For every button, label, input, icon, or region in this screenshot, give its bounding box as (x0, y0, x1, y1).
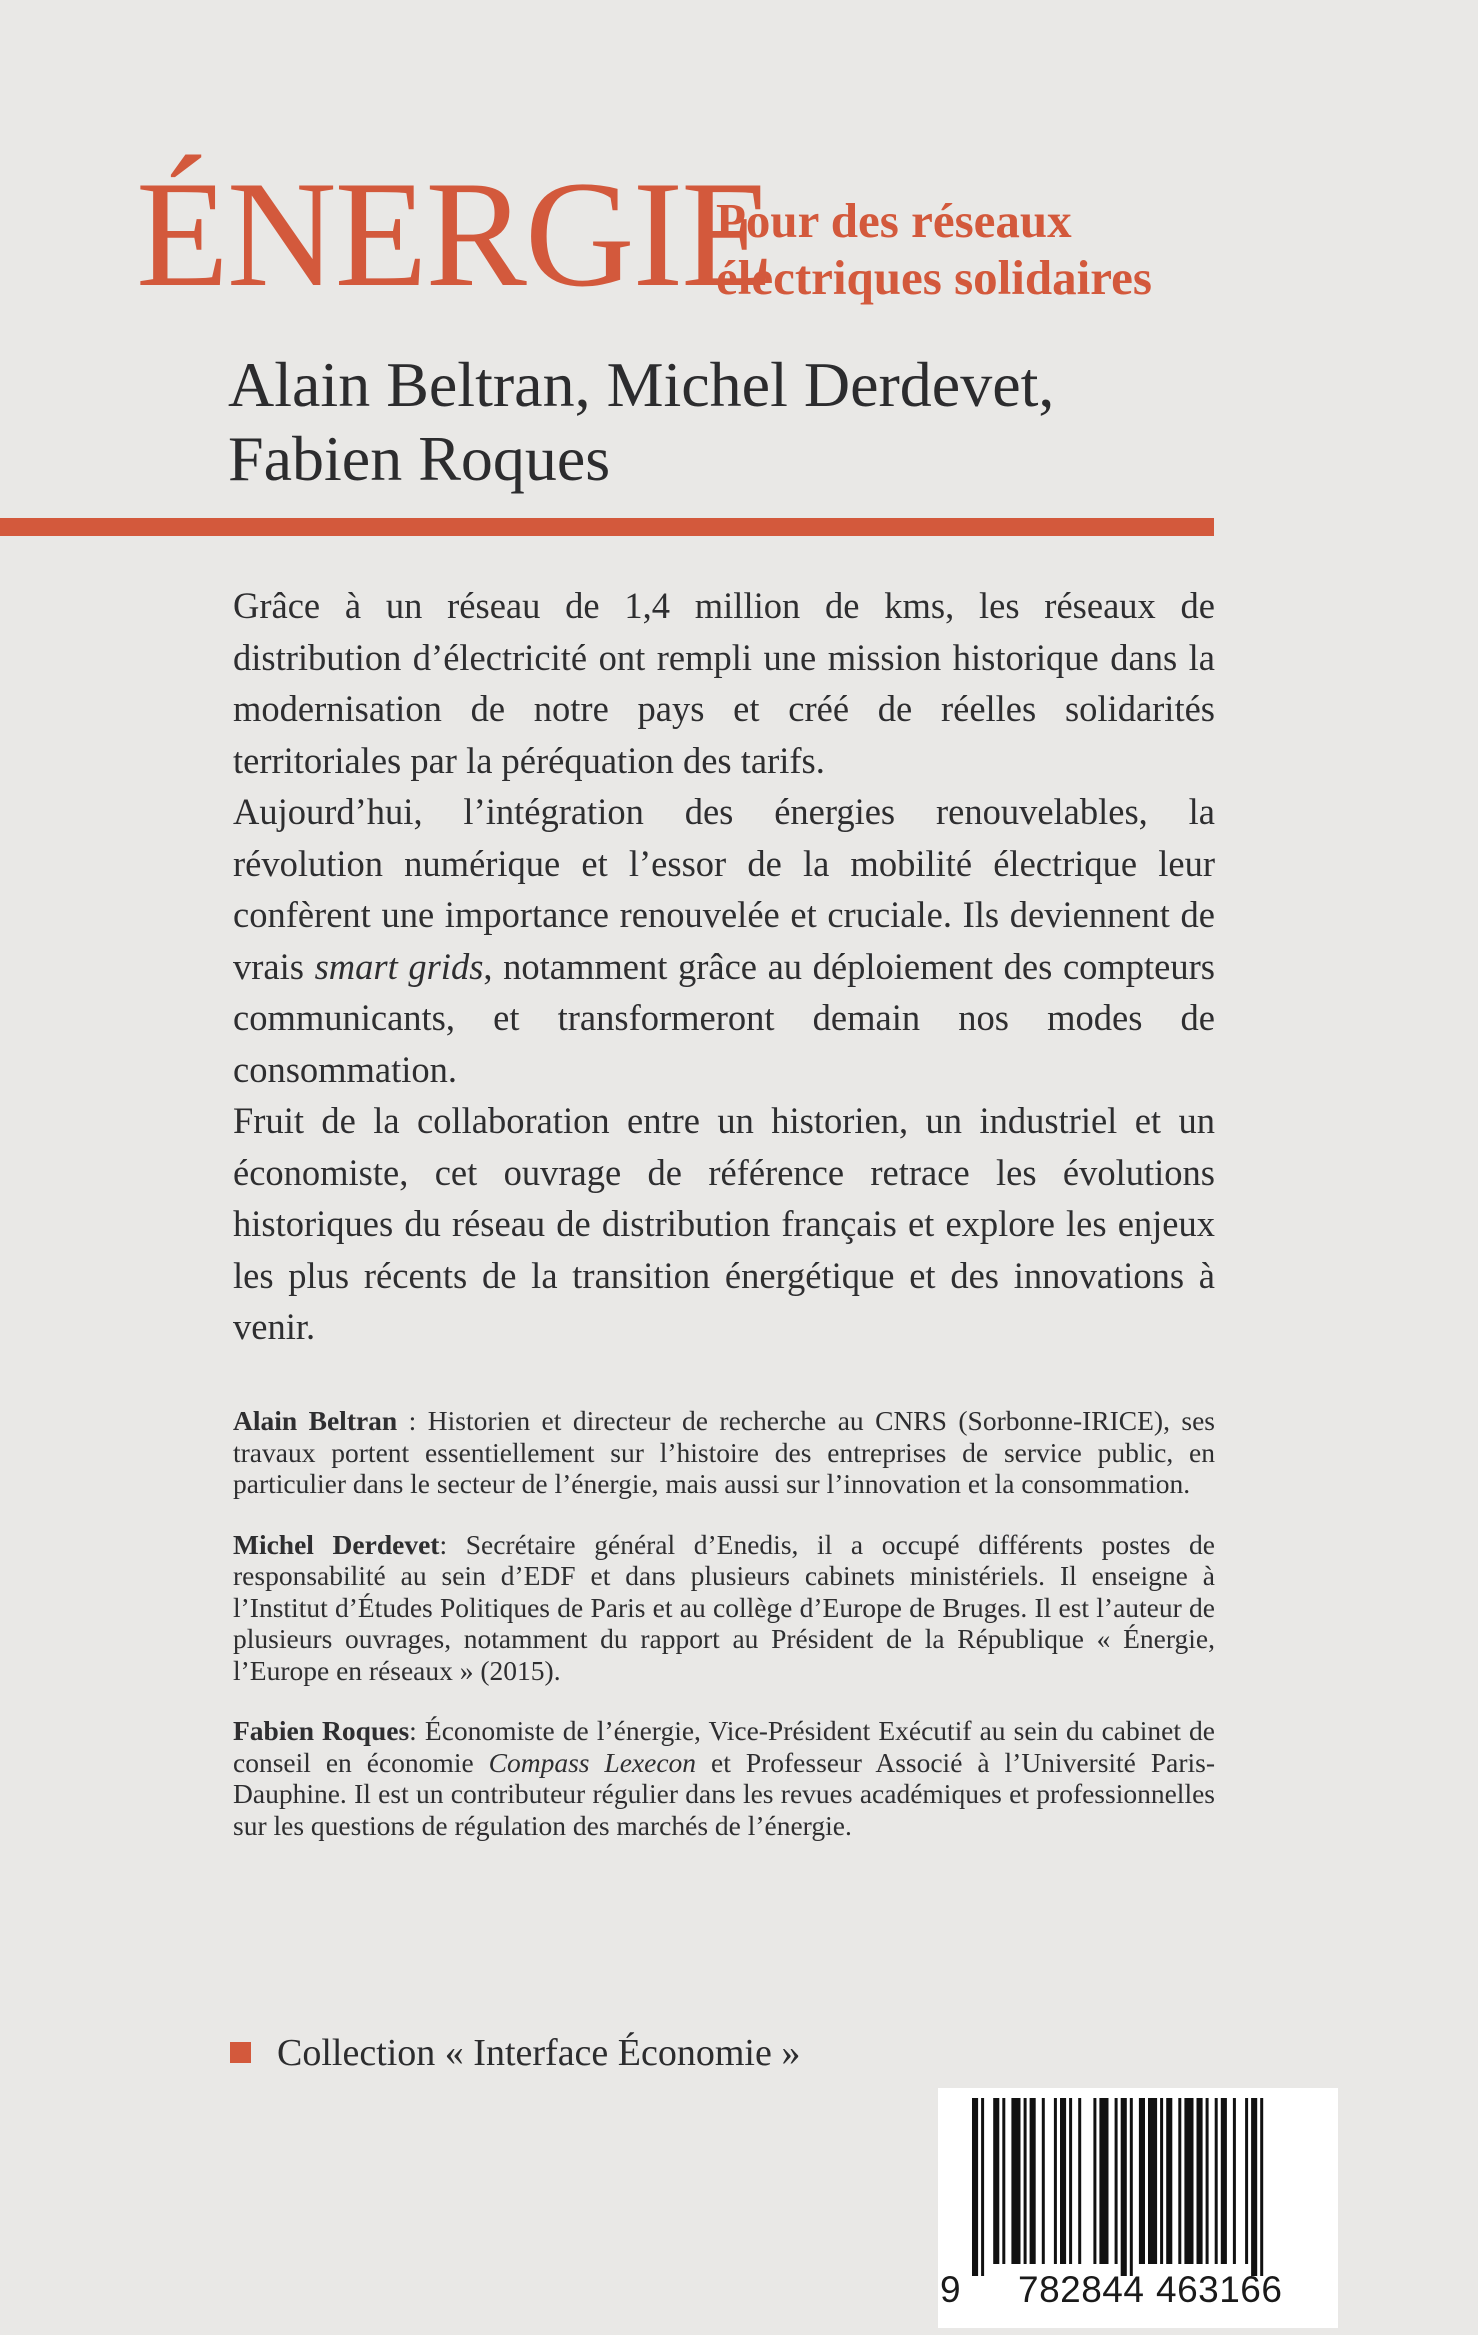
barcode-bar (1115, 2098, 1118, 2264)
summary-paragraph-1: Grâce à un réseau de 1,4 million de kms, les réseaux de distribution d’électricité ont rempli une mission historique dans la modernisation de notre pays et créé de réelles solidarités territoriales par la péréquation des tarifs. (233, 585, 1215, 781)
barcode (938, 2088, 1338, 2328)
barcode-bar (1078, 2098, 1081, 2264)
bio-derdevet-name: Michel Derdevet (233, 1528, 440, 1560)
barcode-bar (1093, 2098, 1096, 2264)
barcode-bar (1206, 2098, 1209, 2264)
bio-roques-italic: Compass Lexecon (488, 1746, 697, 1778)
barcode-bars (938, 2088, 1338, 2278)
book-title: ÉNERGIE (136, 150, 773, 318)
summary-text (233, 580, 1215, 1353)
barcode-bar (1245, 2098, 1248, 2264)
summary-p2-end: , notamment grâce au déploiement des compteurs communicants, et transformeront demain nos modes de consommation. (233, 945, 1215, 1090)
barcode-bar (1260, 2098, 1263, 2276)
bio-roques-text-start: : Économiste de l’énergie, Vice-Président Exécutif au sein du cabinet de conseil en économie (233, 1715, 1215, 1778)
bio-derdevet (233, 1529, 1215, 1687)
barcode-bar (1148, 2098, 1157, 2264)
subtitle-line-1: Pour des réseaux (716, 193, 1072, 248)
barcode-bar (1042, 2098, 1045, 2264)
barcode-bar (1130, 2098, 1133, 2276)
barcode-bar (1024, 2098, 1027, 2264)
barcode-bar (1139, 2098, 1145, 2264)
barcode-bar (972, 2098, 978, 2276)
barcode-bar (1197, 2098, 1203, 2264)
bio-beltran-name: Alain Beltran (233, 1405, 398, 1436)
barcode-bar (1166, 2098, 1172, 2264)
isbn-group-1: 782844 (1018, 2269, 1145, 2310)
barcode-bar (1054, 2098, 1057, 2264)
collection-label: Collection « Interface Économie » (277, 2032, 801, 2074)
authors (228, 348, 1054, 496)
bio-roques-text-end: et Professeur Associé à l’Université Paris-Dauphine. Il est un contributeur régulier dans les revues académiques et professionnelles sur les questions de régulation des marchés de l’énergie. (233, 1746, 1215, 1841)
isbn-group-2: 463166 (1156, 2269, 1283, 2310)
authors-line-2: Fabien Roques (228, 423, 611, 494)
barcode-bar (1178, 2098, 1181, 2264)
accent-rule (0, 518, 1214, 536)
authors-line-1: Alain Beltran, Michel Derdevet, (228, 349, 1055, 420)
barcode-bar (1221, 2098, 1227, 2264)
subtitle-line-2: électriques solidaires (716, 250, 1152, 305)
collection-line (230, 2026, 800, 2080)
bio-roques-name: Fabien Roques (233, 1715, 410, 1746)
barcode-bar (1160, 2098, 1163, 2264)
barcode-bar (1060, 2098, 1066, 2264)
bio-beltran-text: : Historien et directeur de recherche au CNRS (Sorbonne-IRICE), ses travaux portent essentiellement sur l’histoire des entreprises de service public, en particulier dans le secteur de l’énergie, mais aussi sur l’innovation et la consommation. (233, 1405, 1215, 1499)
bio-beltran (233, 1405, 1215, 1500)
bio-derdevet-text: : Secrétaire général d’Enedis, il a occupé différents postes de responsabilité au sein d’EDF et dans plusieurs cabinets ministériels. Il enseigne à l’Institut d’Études Politiques de Paris et au collège d’Europe de Bruges. Il est l’auteur de plusieurs ouvrages, notamment du rapport au Président de la République « Énergie, l’Europe en réseaux » (2015). (233, 1528, 1216, 1686)
book-subtitle (716, 192, 1152, 306)
barcode-bar (1011, 2098, 1020, 2264)
isbn-first-digit: 9 (940, 2269, 962, 2310)
barcode-bar (1030, 2098, 1036, 2264)
barcode-bar (993, 2098, 999, 2264)
summary-p2-italic: smart grids (314, 945, 484, 987)
barcode-bar (1184, 2098, 1193, 2264)
summary-p2-start: Aujourd’hui, l’intégration des énergies renouvelables, la révolution numérique et l’essor de la mobilité électrique leur confèrent une importance renouvelée et cruciale. Ils deviennent de vrais (233, 791, 1215, 987)
barcode-bar (1251, 2098, 1257, 2276)
barcode-bar (1069, 2098, 1072, 2264)
bio-roques (233, 1715, 1215, 1841)
barcode-bar (1233, 2098, 1236, 2264)
square-bullet-icon (230, 2042, 251, 2063)
barcode-bar (981, 2098, 984, 2276)
barcode-bar (1215, 2098, 1218, 2264)
barcode-bar (1121, 2098, 1127, 2276)
summary-paragraph-2 (233, 786, 1215, 1095)
barcode-bar (1002, 2098, 1005, 2264)
summary-paragraph-3: Fruit de la collaboration entre un historien, un industriel et un économiste, cet ouvrage de référence retrace les évolutions historiques du réseau de distribution français et explore les enjeux les plus récents de la transition énergétique et des innovations à venir. (233, 1100, 1215, 1347)
barcode-bar (1099, 2098, 1108, 2264)
author-bios (233, 1405, 1215, 1870)
